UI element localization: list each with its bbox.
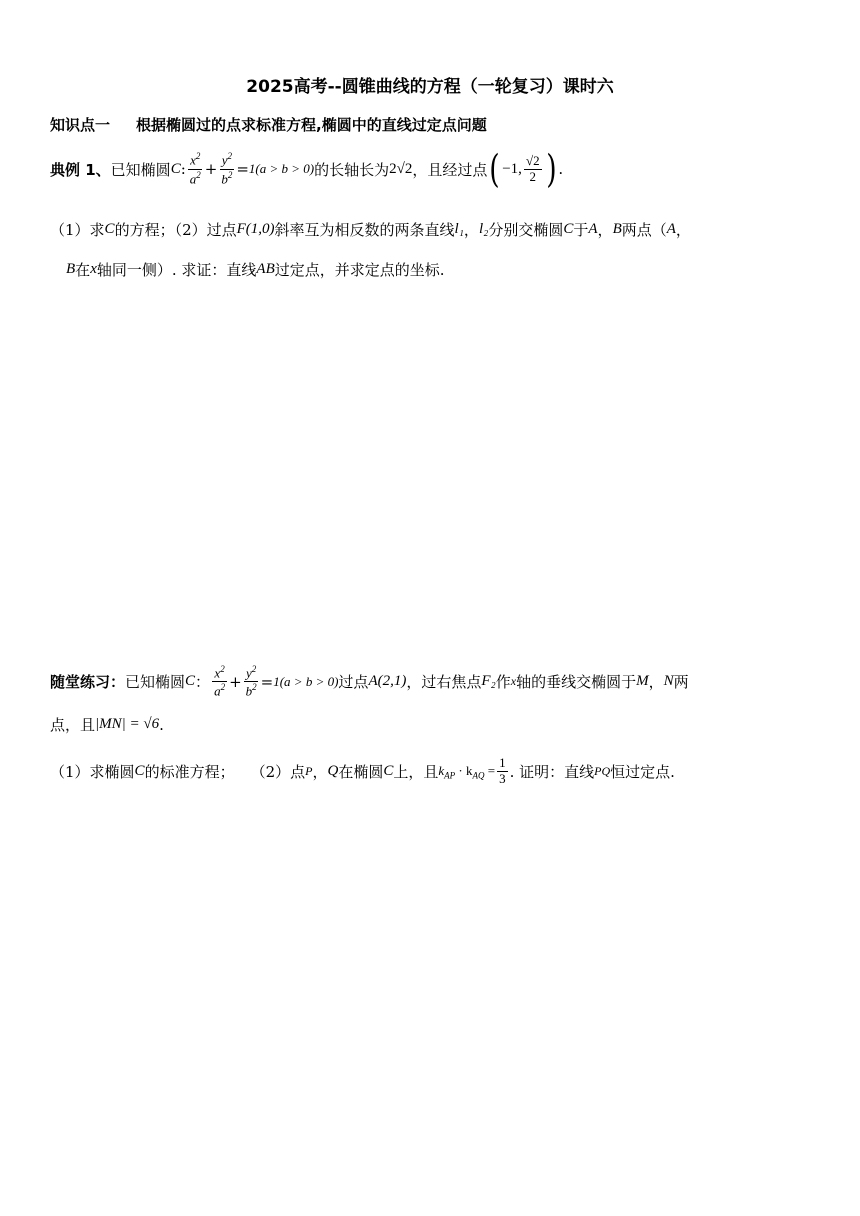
example-1-question-line-1 bbox=[50, 219, 691, 240]
text-example1-c1: C bbox=[104, 221, 115, 237]
point-y-fraction bbox=[524, 154, 542, 185]
text-practice-sep: ， bbox=[312, 762, 328, 781]
text-example1-p1: （1）求 bbox=[50, 221, 105, 239]
text-practice-t1: 已知椭圆 bbox=[125, 673, 186, 692]
example-1-label: 典例 1、 bbox=[50, 160, 111, 179]
text-example1-l1: l₁ bbox=[454, 221, 464, 237]
text-practice-colon: ： bbox=[195, 673, 211, 692]
text-practice-kprod: k bbox=[438, 762, 445, 778]
text-example1-l2: l₂ bbox=[478, 221, 489, 237]
text-practice-q1b: 的标准方程； bbox=[144, 762, 235, 781]
practice-statement-line-2 bbox=[50, 714, 164, 735]
text-example1-end: . bbox=[558, 160, 564, 178]
text-practice-cond: 1(a > b > 0) bbox=[273, 673, 339, 689]
text-example1-line2b: 在 bbox=[75, 261, 91, 279]
text-example1-p1c: 斜率互为相反数的两条直线 bbox=[274, 221, 455, 239]
text-practice-fnum: 1 bbox=[499, 755, 506, 770]
text-practice-PQ: PQ bbox=[594, 763, 611, 778]
text-practice-t2: 过点 bbox=[338, 673, 369, 692]
curve-name: C bbox=[170, 160, 181, 177]
text-example1-p1e: 于 bbox=[573, 221, 589, 239]
text-practice-M: M bbox=[636, 673, 649, 690]
text-practice-t7: 两 bbox=[673, 673, 689, 692]
text-practice-t5: 轴的垂线交椭圆于 bbox=[516, 673, 637, 692]
text-practice-c1: C bbox=[134, 762, 145, 779]
text-practice-N: N bbox=[663, 673, 674, 690]
text-practice-line2b: . bbox=[159, 715, 164, 734]
text-example1-A2: A bbox=[666, 221, 676, 237]
text-practice-q2: （2）点 bbox=[250, 762, 306, 781]
text-practice-kAP: AP bbox=[444, 770, 456, 781]
text-practice-F2: F₂ bbox=[481, 673, 496, 690]
text-example1-p1b: 的方程；（2）过点 bbox=[114, 221, 237, 239]
point-A: A(2,1) bbox=[368, 673, 407, 690]
text-practice-q2b: 在椭圆 bbox=[338, 762, 384, 781]
text-practice-c2: C bbox=[383, 762, 394, 779]
text-example1-line2a: B bbox=[66, 261, 76, 277]
text-example1-B: B bbox=[612, 221, 622, 237]
section-topic: 根据椭圆过的点求标准方程,椭圆中的直线过定点问题 bbox=[136, 116, 487, 134]
segment-MN-length: |MN| = √6 bbox=[95, 716, 160, 732]
text-practice-curve: C bbox=[185, 673, 196, 690]
text-practice-kAQ: AQ bbox=[472, 770, 485, 781]
ellipse-condition: 1(a > b > 0) bbox=[248, 161, 315, 176]
text-practice-q2d: . 证明：直线 bbox=[509, 762, 595, 781]
section-heading bbox=[50, 114, 487, 135]
practice-statement: 随堂练习： 已知椭圆 C ： $\frac{x^2}{a^2}$ + $\frac{y^2}{b^2}$ = 1(a > b > 0) 过点 A(2,1) ，过右焦点 F₂ 作 x 轴的垂线交椭圆于 M ， N 两 bbox=[50, 664, 689, 699]
text-example1-A: A bbox=[588, 221, 598, 237]
fraction-y2-b2: $\frac{y^2}{b^2}$ bbox=[221, 151, 233, 186]
text-example1-c2: C bbox=[563, 221, 574, 237]
text-example1-p1d: 分别交椭圆 bbox=[488, 221, 564, 239]
text-practice-x: x bbox=[510, 674, 517, 689]
text-example1-line2c: 轴同一侧）. 求证：直线 bbox=[96, 261, 257, 279]
text-practice-q1: （1）求椭圆 bbox=[50, 762, 135, 781]
focus-point-F: F(1,0) bbox=[236, 221, 275, 237]
text-practice-q2c: 上，且 bbox=[393, 762, 439, 781]
fraction-x2-a2: $\frac{x^2}{a^2}$ bbox=[189, 151, 201, 186]
section-label: 知识点一 bbox=[50, 116, 111, 134]
example-1-statement: 典例 1、 已知椭圆 C : $\frac{x^2}{a^2}$ + $\frac{y^2}{b^2}$ = 1(a > b > 0) 的长轴长为 2√2 ，且经过点 ( −1, $\frac{√2}{2}$ ) . bbox=[50, 147, 564, 191]
text-example1-line2d: 过定点，并求定点的坐标. bbox=[274, 261, 445, 279]
text-practice-q2e: 恒过定点. bbox=[610, 762, 675, 781]
text-example1-comma: ， bbox=[597, 221, 613, 239]
text-example1-pt_den: 2 bbox=[529, 168, 536, 184]
text-practice-line2a: 点，且 bbox=[50, 716, 96, 734]
point-x: −1, bbox=[502, 160, 522, 177]
text-practice-Q: Q bbox=[327, 762, 339, 779]
page-title: 2025高考--圆锥曲线的方程（一轮复习）课时六 bbox=[246, 77, 614, 97]
text-practice-dot: · k bbox=[455, 762, 473, 778]
example-1-text: 的长轴长为 bbox=[314, 160, 390, 179]
text-practice-t3: ，过右焦点 bbox=[406, 673, 482, 692]
example-1-text: 已知椭圆 bbox=[110, 160, 171, 179]
text-practice-fden: 3 bbox=[499, 770, 506, 786]
text-practice-t4: 作 bbox=[495, 673, 511, 692]
practice-label: 随堂练习： bbox=[50, 673, 126, 692]
text-example1-p1f: 两点（ bbox=[621, 221, 667, 239]
text-example1-x: x bbox=[90, 261, 97, 277]
text-example1-comma2: ， bbox=[675, 221, 691, 239]
text-example1-AB: AB bbox=[256, 261, 275, 277]
fraction-one-third bbox=[497, 756, 508, 787]
practice-questions bbox=[50, 756, 675, 787]
text-practice-P: P bbox=[305, 763, 313, 778]
text-practice-eq: = bbox=[484, 762, 496, 778]
example-1-text: ，且经过点 bbox=[412, 160, 488, 179]
text-example1-sep: ， bbox=[463, 221, 479, 239]
fraction-y2-b2: $\frac{y^2}{b^2}$ bbox=[245, 664, 257, 699]
slope-product bbox=[438, 763, 495, 781]
major-axis-length: 2√2 bbox=[389, 160, 413, 177]
fraction-x2-a2: $\frac{x^2}{a^2}$ bbox=[214, 664, 226, 699]
text-practice-t6: ， bbox=[648, 673, 664, 692]
example-1-question-line-2 bbox=[66, 259, 445, 280]
text-example1-pt_num: √2 bbox=[525, 152, 540, 168]
